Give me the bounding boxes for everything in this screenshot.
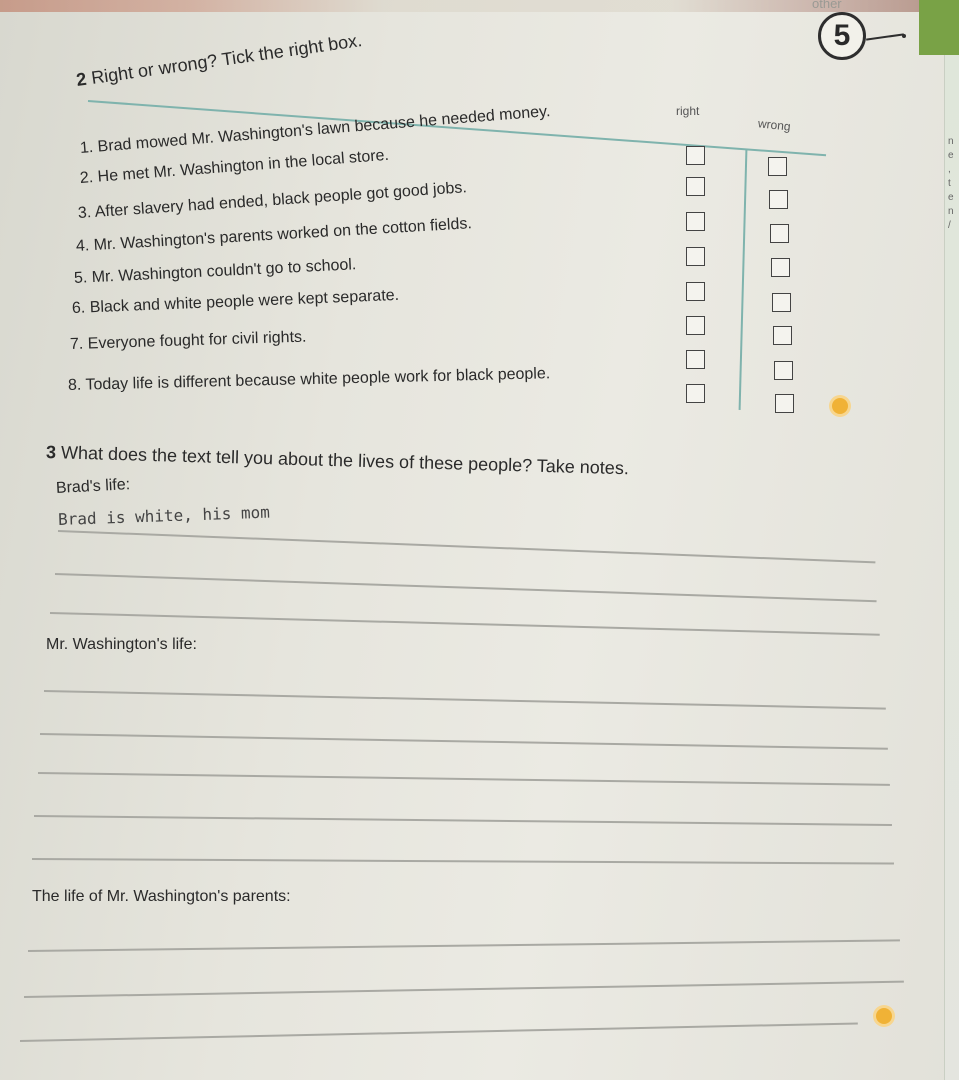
answer-line[interactable]: [20, 1022, 858, 1042]
statement-number: 5.: [73, 269, 88, 287]
statement-text: After slavery had ended, black people got good jobs.: [94, 179, 468, 221]
answer-line[interactable]: [44, 690, 886, 710]
statement-7: [70, 329, 307, 354]
answer-line[interactable]: [34, 815, 892, 826]
statement-text: Mr. Washington couldn't go to school.: [91, 256, 357, 287]
exercise-number: 3: [45, 442, 57, 463]
statement-number: 4.: [75, 237, 90, 255]
section-label-parents: The life of Mr. Washington's parents:: [32, 888, 291, 905]
right-checkbox-7[interactable]: [686, 350, 705, 369]
statement-number: 8.: [67, 376, 82, 394]
exercise-instruction: What does the text tell you about the lives of these people? Take notes.: [60, 442, 630, 479]
right-checkbox-5[interactable]: [686, 282, 705, 301]
audio-marker-icon: [876, 1008, 892, 1024]
exercise-2-heading: [75, 30, 363, 91]
statement-number: 3.: [77, 204, 92, 222]
statement-8: [68, 365, 551, 395]
statement-text: Today life is different because white people work for black people.: [85, 365, 551, 394]
statement-number: 6.: [71, 299, 86, 317]
exercise-3-heading: [46, 442, 629, 479]
statement-number: 7.: [69, 335, 84, 353]
statement-number: 1.: [79, 138, 94, 157]
wrong-checkbox-1[interactable]: [768, 157, 787, 176]
right-checkbox-6[interactable]: [686, 316, 705, 335]
column-right-header: right: [676, 104, 700, 118]
corner-word: other: [812, 0, 842, 11]
wrong-checkbox-7[interactable]: [774, 361, 793, 380]
exercise-number: 2: [75, 68, 88, 91]
statement-text: Mr. Washington's parents worked on the cotton fields.: [93, 215, 473, 254]
column-wrong-header: wrong: [757, 116, 792, 134]
statement-text: Brad mowed Mr. Washington's lawn because he needed money.: [97, 103, 551, 156]
statement-text: He met Mr. Washington in the local store.: [97, 146, 390, 186]
statement-4: [75, 215, 472, 256]
wrong-checkbox-2[interactable]: [769, 190, 788, 209]
answer-line[interactable]: [55, 573, 877, 602]
badge-connector: [866, 33, 904, 40]
page-edge-letters: n e , t e n /: [948, 136, 954, 231]
answer-line[interactable]: [40, 733, 888, 750]
statement-text: Everyone fought for civil rights.: [87, 328, 307, 353]
right-checkbox-8[interactable]: [686, 384, 705, 403]
answer-line[interactable]: [50, 612, 880, 636]
wrong-checkbox-4[interactable]: [771, 258, 790, 277]
statement-text: Black and white people were kept separate.: [89, 286, 400, 317]
wrong-checkbox-8[interactable]: [775, 394, 794, 413]
unit-number: 5: [833, 19, 851, 52]
handwritten-answer: Brad is white, his mom: [57, 502, 271, 529]
statement-number: 2.: [79, 169, 94, 187]
right-checkbox-4[interactable]: [686, 247, 705, 266]
wrong-checkbox-5[interactable]: [772, 293, 791, 312]
right-checkbox-2[interactable]: [686, 177, 705, 196]
answer-line[interactable]: [58, 530, 875, 563]
answer-line[interactable]: [28, 939, 900, 952]
unit-tab: [919, 0, 959, 55]
answer-line[interactable]: [38, 772, 890, 786]
right-checkbox-3[interactable]: [686, 212, 705, 231]
statement-6: [72, 287, 400, 318]
section-label-mr-washington: Mr. Washington's life:: [46, 636, 197, 653]
right-checkbox-1[interactable]: [686, 146, 705, 165]
column-divider: [739, 150, 748, 410]
unit-number-badge: [818, 12, 866, 60]
exercise-instruction: Right or wrong? Tick the right box.: [89, 30, 364, 88]
statement-5: [74, 256, 357, 288]
statement-3: [77, 179, 467, 223]
section-label-brad: Brad's life:: [55, 476, 131, 497]
answer-line[interactable]: [24, 981, 904, 998]
audio-marker-icon: [832, 398, 848, 414]
wrong-checkbox-6[interactable]: [773, 326, 792, 345]
badge-dot: [902, 34, 906, 38]
answer-line[interactable]: [32, 858, 894, 865]
wrong-checkbox-3[interactable]: [770, 224, 789, 243]
